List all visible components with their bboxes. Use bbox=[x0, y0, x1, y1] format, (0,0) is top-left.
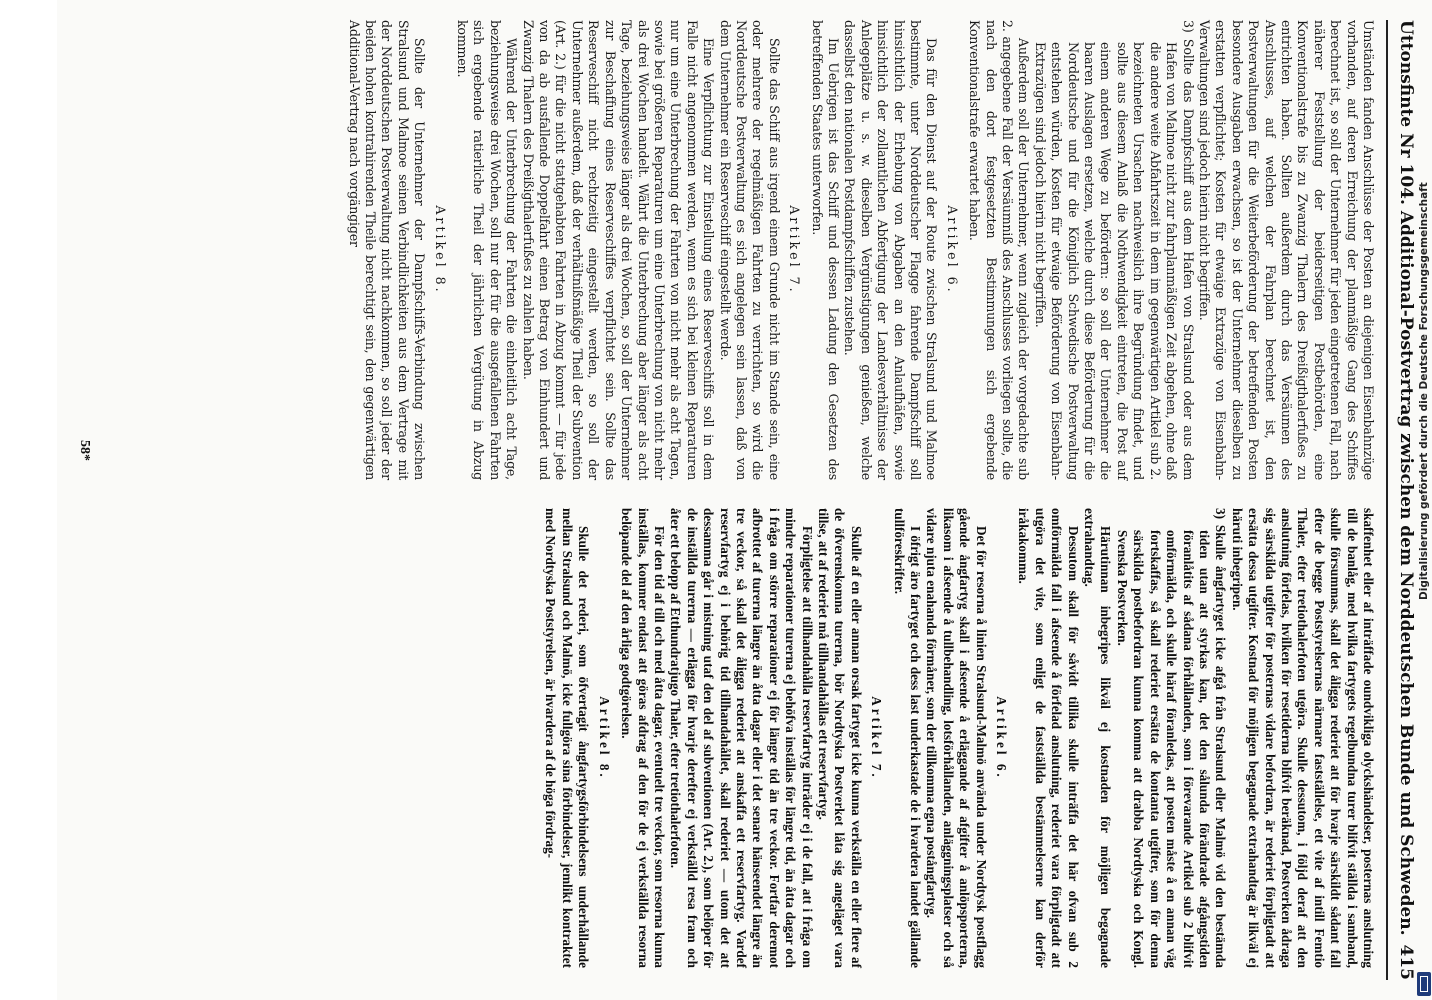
swedish-article-7-text-3: För den tid af till och med åtta dagar, eventuelt tre veckor, som resorna kunna inställas, kommer endast att göras afdrag af den för de ej verkställda resorna belöpande del af den årliga godtgörelsen. bbox=[619, 508, 667, 968]
signature-mark: 58* bbox=[77, 440, 92, 461]
swedish-intro-paragraph: skaffenhet eller af inträffade oundvikliga olyckshändelser, posternas anslutning till de banlåg, med hvilka fartygets regelbundna turer blifvit ställda i samband, skulle försummas, skall det åligga rederiet att för hvarje särskildt sådant fall efter de begge Poststyrelsernas närmare fastställelse, ett vite af intill Femtio Thaler, efter tretiothalerfoten utgöra. Skulle dessutom, i följd deraf att den anslutning förfelas, hvilken för resetiderna blifvit beräknad, Postverken ådraga sig särskilda utgifter för posternas vidare befordran, är rederiet förpligtadt att ersätta dessa utgifter. Kostnad för möjligen begagnade extrahandtag är likväl ej häruti inbegripen. bbox=[1229, 508, 1376, 968]
swedish-article-8-text: Skulle det rederi, som öfvertagit ångfartygsförbindelsens underhållande mellan Stralsund och Malmö, icke fullgöra sina förbindelser, jemlikt kontraktet med Nordtyska Poststyrelsen, är hvardera af de höga fördrag- bbox=[543, 508, 592, 968]
german-article-8-heading: Artikel 8. bbox=[432, 205, 448, 295]
german-article-6-text: Das für den Dienst auf der Route zwischen Stralsund und Malmoe bestimmte, unter Norddeutscher Flagge fahrende Dampfschiff soll hinsichtlich der Erhebung von Abgaben an den Anlaufhäfen, sowie hinsichtlich der zollamtlichen Abfertigung der Landesverhältnisse der Anlegeplätze u. s. w. dieselben Vergünstigungen genießen, welche dasselbst den nationalen Postdampfschiffen zustehen. bbox=[842, 20, 940, 480]
page-number: 415 bbox=[1396, 944, 1416, 980]
swedish-article-7-text-2: Förpligtelse att tillhandahålla reservfartyg inträder ej i de fall, att i fråga om mindre reparationer turerna ej behöfva inställas för längre tid, än åtta dagar och i fråga om större reparationer ej för längre tid än tre veckor. Fortfar deremot afbrottet af turerna längre än åtta dagar eller i det senare hänseendet längre än tre veckor, så skall det åligga rederiet att anskaffa ett reservfartyg. Vardef reservfartyg ej i behörig tid tillhandahållet, skall rederiet — utom det att dessamma går i mistning utaf den del af subventionen (Art. 2.), som belöper för de inställda turerna — erlägga för hvarje derefter ej verkställd resa fram och åter ett belopp af Etthundratjugo Thaler, efter tretiothalerfoten. bbox=[668, 508, 815, 968]
dfg-logo-icon bbox=[1417, 972, 1431, 996]
german-article-7-text-3: Während der Unterbrechung der Fahrten die einheitlich acht Tage, beziehungsweise drei Wochen, soll nur der für die ausgefallenen Fahrten sich ergebende ratierliche Theil der jährlichen Vergütung in Abzug kommen. bbox=[455, 20, 520, 480]
german-column bbox=[345, 20, 1376, 480]
swedish-article-7-heading: Artikel 7. bbox=[869, 696, 885, 780]
scan-credit-text: Digitalisierung gefördert durch die Deutsche Forschungsgemeinschaft bbox=[1418, 182, 1430, 600]
swedish-article-6-text: Det för resorna å linien Stralsund-Malmö använda under Nordtysk postflagg gående ångfartyg skall i afseende å erläggande af afgifter å anlöpsporterna, likasom i afseende å tullbehandling, lotsförhållanden, anläggningsplatser och så vidare njuta enahanda förmåner, som der tillkomma egna postångfartyg. bbox=[924, 508, 989, 968]
scan-margin bbox=[0, 0, 57, 1000]
swedish-article-6-text-2: I öfrigt äro fartyget och dess last underkastade de i hvardera landet gällande tullföreskrifter. bbox=[891, 508, 924, 968]
swedish-article-6-heading: Artikel 6. bbox=[994, 696, 1010, 780]
page-header bbox=[1386, 20, 1418, 980]
german-item-3-continued: Außerdem soll der Unternehmer, wenn zugleich der vorgedachte sub 2. angegebene Fall der Versäumniß des Anschlusses vorliegen sollte, die nach den dort festgesetzten Bestimmungen sich ergebende Konventionalstrafe erwartet haben. bbox=[967, 20, 1032, 480]
swedish-column bbox=[542, 508, 1376, 968]
german-item-3: 3) Sollte das Dampfschiff aus dem Hafen von Stralsund oder aus dem Hafen von Malmoe nicht zur fahrplanmäßigen Zeit abgehen, ohne daß die andere weite Abfahrtszeit in dem im gegenwärtigen Artikel sub 2. bezeichneten Ursachen nachweislich ihre Begründung findet, und sollte aus diesem Anlaß die Nothwendigkeit eintreten, die Post auf einem anderen Wege zu befördern: so soll der Unternehmer die baaren Auslagen ersetzen, welche durch diese Beförderung für die Norddeutsche und für die Königlich Schwedische Postverwaltung entstehen würden, Kosten für etwaige Beförderung von Eisenbahn-Extrazügen sind jedoch hierin nicht begriffen. bbox=[1032, 20, 1196, 480]
german-article-7-text: Sollte das Schiff aus irgend einem Grunde nicht im Stande sein, eine oder mehrere der regelmäßigen Fahrten zu verrichten, so wird die Norddeutsche Postverwaltung es sich angelegen sein lassen, daß von dem Unternehmer ein Reserveschiff eingestellt werde. bbox=[717, 20, 782, 480]
german-article-6-text-2: Im Uebrigen ist das Schiff und dessen Ladung den Gesetzen des betreffenden Staates unterworfen. bbox=[809, 20, 841, 480]
running-title: Uttonsfinte Nr 104. Additional-Postvertrag zwischen dem Norddeutschen Bunde und Schweden. bbox=[1396, 20, 1416, 936]
german-article-7-heading: Artikel 7. bbox=[787, 205, 803, 295]
swedish-item-3: 3) Skulle ångfartyget icke afgå från Stralsund eller Malmö vid den bestämda tiden utan att styrkas kan, det den sålunda förändrade afgångstiden föranlåtits af sådana förhållanden, som i förevarande Artikel sub 2 blifvit omförmälda, och skulle häraf föranledas, att posten måste å en annan väg fortskaffas, så skall rederiet ersätta de kontanta utgifter, som för denna särskilda postbefordran kunna komma att drabba Nordtyska och Kongl. Svenska Postverken. bbox=[1114, 508, 1229, 968]
german-article-6-heading: Artikel 6. bbox=[944, 205, 960, 295]
swedish-article-7-text: Skulle af en eller annan orsak fartyget icke kunna verkställa en eller flere af de öfverenskomna turerna, bör Nordtyska Postverket låta sig angeläget vara tillse, att af rederiet må tillhandahållas ett reservfartyg. bbox=[816, 508, 864, 968]
german-intro-paragraph: Umständen fanden Anschlüsse der Posten an diejenigen Eisenbahnzüge vorhanden, auf deren Erreichung der planmäßige Gang des Schiffes berechnet ist, so soll der Unternehmer für jeden eingetretenen Fall, nach näherer Feststellung der beiderseitigen Postbehörden, eine Konventionalstrafe bis zu Zwanzig Thalern des Dreißigthalerfußes zu entrichten haben. Sollten außerdem durch das Versäumen des Anschlusses, auf welchen der Fahrplan berechnet ist, den Postverwaltungen für die Weiterbeförderung der betreffenden Posten besondere Ausgaben erwachsen, so ist der Unternehmer dieselben zu erstatten verpflichtet; Kosten für etwaige Extrazüge von Eisenbahn-Verwaltungen sind jedoch hierin nicht begriffen. bbox=[1196, 20, 1376, 480]
swedish-item-3-b: Härutinnan inbegripes likväl ej kostnaden för möjligen begagnade extrahandtag. bbox=[1082, 508, 1114, 968]
german-article-7-text-2: Eine Verpflichtung zur Einstellung eines Reserveschiffs soll in dem Falle nicht angenommen werden, wenn es sich bei kleinen Reparaturen nur um eine Unterbrechung der Fahrten von nicht mehr als acht Tagen, sowie bei größeren Reparaturen um eine Unterbrechung von nicht mehr als drei Wochen handelt. Währt die Unterbrechung aber länger als acht Tage, beziehungsweise länger als drei Wochen, so soll der Unternehmer zur Beschaffung eines Reserveschiffes verpflichtet sein. Sollte das Reserveschiff nicht rechtzeitig eingestellt werden, so soll der Unternehmer außerdem, daß der verhältnißmäßige Theil der Subvention (Art. 2.) für die nicht stattgehabten Fahrten in Abzug kommt — für jede von da ab ausfallende Doppelfahrt einen Betrag von Einhundert und Zwanzig Thalern des Dreißigthalerfußes zu zahlen haben. bbox=[520, 20, 717, 480]
swedish-item-3-c: Dessutom skall för såvidt tillika skulle inträffa det här ofvan sub 2 omförmälda fall i afseende å förfelad anslutning, rederiet vara förpligtadt att utgöra det vite, som enligt de fastställda bestämmelserne kan derför iråkakomma. bbox=[1016, 508, 1081, 968]
german-article-8-text: Sollte der Unternehmer der Dampfschiffs-Verbindung zwischen Stralsund und Malmoe seinen Verbindlichkeiten aus dem Vertrage mit der Norddeutschen Postverwaltung nicht nachkommen, so soll jeder der beiden hohen kontrahirenden Theile berechtigt sein, den gegenwärtigen Additional-Vertrag nach vorgängiger bbox=[346, 20, 428, 480]
swedish-article-8-heading: Artikel 8. bbox=[596, 696, 612, 780]
